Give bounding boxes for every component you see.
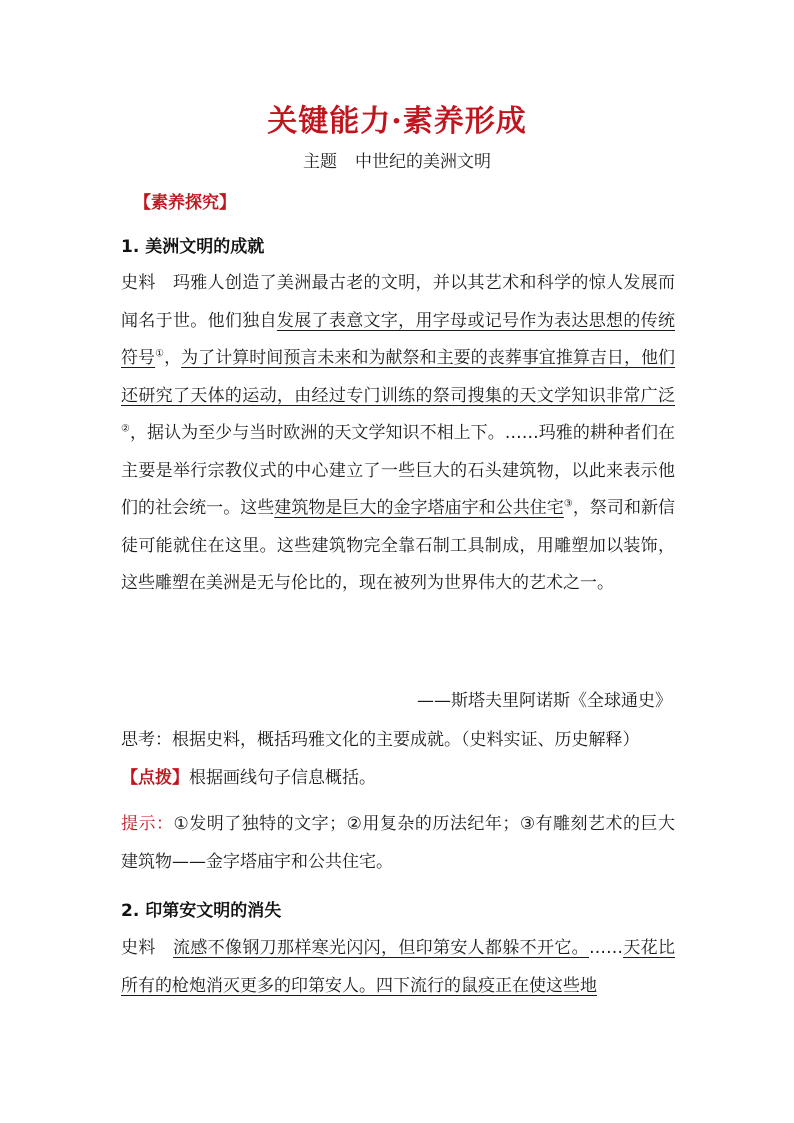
part2-source-passage — [121, 930, 675, 1005]
passage-text: …… — [589, 938, 624, 958]
footnote-mark: ② — [121, 423, 130, 435]
passage-text: ， — [164, 348, 182, 368]
underlined-sentence-1: 发展了表意文字，用字母或记号作为表达思想的传统符号 — [121, 310, 676, 368]
tip-text: ①发明了独特的文字；②用复杂的历法纪年；③有雕刻艺术的巨大建筑物——金字塔庙宇和公共住宅。 — [121, 814, 675, 872]
footnote-mark: ③ — [563, 498, 573, 510]
page-title: 关键能力·素养形成 — [267, 104, 527, 139]
underlined-sentence-1: 流感不像钢刀那样寒光闪闪，但印第安人都躲不开它。 — [173, 938, 590, 958]
source-citation: ——斯塔夫里阿诺斯《全球通史》 — [417, 691, 672, 711]
passage-lead: 史料 — [121, 938, 156, 958]
question-text: 思考：根据史料，概括玛雅文化的主要成就。（史料实证、历史解释） — [121, 730, 640, 750]
underlined-sentence-2: 天花比所有的枪炮消灭更多的印第安人。四下流行的鼠疫正在使这些地 — [121, 938, 676, 996]
passage-text: ，祭司和新信徒可能就住在这里。这些建筑物完全靠石制工具制成，用雕塑加以装饰，这些雕塑在美洲是无与伦比的，现在被列为世界伟大的艺术之一。 — [121, 498, 676, 593]
hint-line — [121, 760, 675, 798]
tip-label: 提示： — [121, 814, 174, 834]
underlined-sentence-3: 建筑物是巨大的金字塔庙宇和公共住宅 — [274, 498, 564, 518]
subtitle-topic: 中世纪的美洲文明 — [355, 152, 491, 172]
passage-lead: 史料 — [121, 273, 156, 293]
footnote-mark: ① — [155, 348, 165, 360]
section-tag: 【素养探究】 — [134, 193, 236, 213]
passage-text: 玛雅人创造了美洲最古老的文明，并以其艺术和科学的惊人发展而闻名于世。他们独自 — [121, 273, 676, 331]
part1-heading: 1. 美洲文明的成就 — [121, 237, 265, 257]
tip-block — [121, 806, 675, 881]
hint-text: 根据画线句子信息概括。 — [189, 768, 376, 788]
page-subtitle — [0, 147, 794, 172]
underlined-sentence-2: 为了计算时间预言未来和为献祭和主要的丧葬事宜推算吉日，他们还研究了天体的运动，由经过专门训练的祭司搜集的天文学知识非常广泛 — [121, 348, 676, 406]
part2-heading: 2. 印第安文明的消失 — [121, 901, 282, 921]
part1-source-passage — [121, 265, 675, 603]
subtitle-prefix: 主题 — [303, 152, 337, 172]
passage-text: ，据认为至少与当时欧洲的天文学知识不相上下。……玛雅的耕种者们在主要是举行宗教仪式的中心建立了一些巨大的石头建筑物，以此来表示他们的社会统一。这些 — [121, 423, 675, 518]
hint-label: 【点拨】 — [121, 768, 189, 788]
